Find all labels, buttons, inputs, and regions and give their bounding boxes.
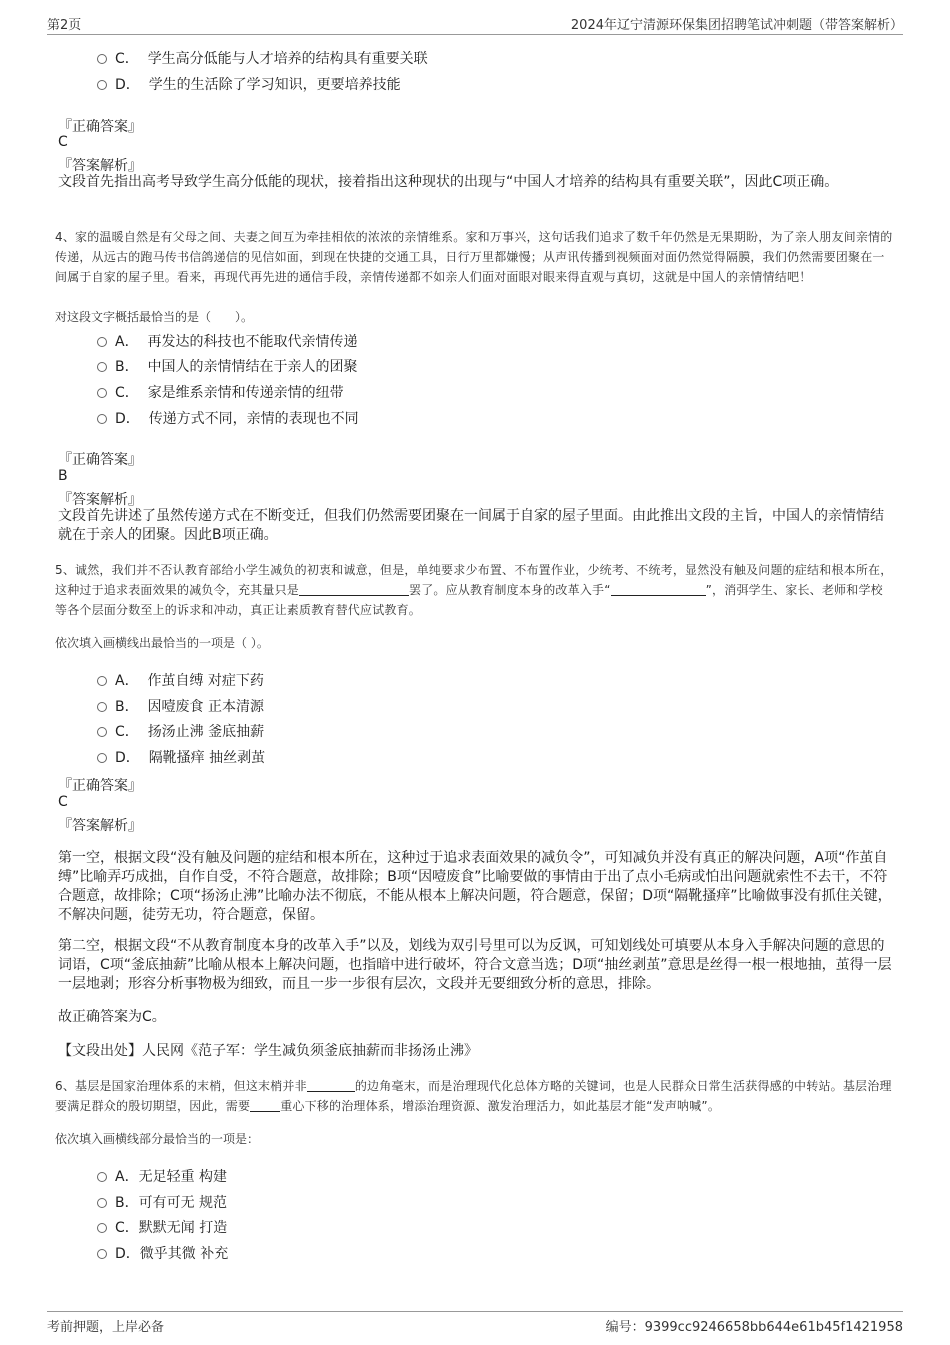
q3-option-c[interactable]: C． 学生高分低能与人才培养的结构具有重要关联	[97, 48, 428, 68]
q6-stem: 6、基层是国家治理体系的末梢，但这末梢并非 的边角毫末，而是治理现代化总体方略的关键词，也是人民群众日常生活获得感的中转站。基层治理要满足群众的殷切期望，因此，需要 重心下移的治理体系，增添治理资源、激发治理活力，如此基层才能“发声呐喊”。	[55, 1079, 892, 1113]
radio-icon[interactable]	[97, 676, 107, 686]
q5-stem: 5、诚然，我们并不否认教育部给小学生减负的初衷和诚意，但是，单纯要求少布置、不布置作业，少统考、不统考，显然没有触及问题的症结和根本所在，这种过于追求表面效果的减负令，充其量只是 罢了。应从教育制度本身的改革入手“ ”，消弭学生、家长、老师和学校等各个层面分数至上的诉求和冲动，真正让素质教育替代应试教育。	[55, 563, 893, 617]
page-footer	[47, 1311, 903, 1335]
radio-icon[interactable]	[97, 727, 107, 737]
q6-option-d[interactable]: D．微乎其微 补充	[97, 1243, 228, 1263]
q6-option-c[interactable]: C．默默无闻 打造	[97, 1217, 227, 1237]
source-citation: 【文段出处】人民网《范子军：学生减负须釜底抽薪而非扬汤止沸》	[58, 1043, 478, 1059]
blank-1	[307, 1079, 355, 1092]
analysis-label: 『答案解析』	[58, 818, 142, 834]
q3-option-d[interactable]: D． 学生的生活除了学习知识，更要培养技能	[97, 74, 401, 94]
answer-label: 『正确答案』	[58, 452, 142, 468]
analysis-text: 文段首先指出高考导致学生高分低能的现状，接着指出这种现状的出现与“中国人才培养的结构具有重要关联”，因此C项正确。	[58, 174, 839, 190]
analysis-paragraph-2: 第二空，根据文段“不从教育制度本身的改革入手”以及，划线为双引号里可以为反讽，可知划线处可填要从本身入手解决问题的意思的词语，C项“釜底抽薪”比喻从根本上解决问题，也指暗中进行破坏，符合文意当选；D项“抽丝剥茧”意思是丝得一根一根地抽，茧得一层一层地剥；形容分析事物极为细致，而且一步一步很有层次，文段并无要细致分析的意思，排除。	[58, 938, 892, 992]
q6-option-b[interactable]: B．可有可无 规范	[97, 1192, 227, 1212]
analysis-label: 『答案解析』	[58, 158, 142, 174]
q5-option-d[interactable]: D． 隔靴搔痒 抽丝剥茧	[97, 747, 265, 767]
blank-2	[250, 1099, 280, 1112]
analysis-text: 文段首先讲述了虽然传递方式在不断变迁，但我们仍然需要团聚在一间属于自家的屋子里面。由此推出文段的主旨，中国人的亲情情结就在于亲人的团聚。因此B项正确。	[58, 508, 884, 543]
page-number: 第2页	[47, 18, 82, 33]
analysis-paragraph-1: 第一空，根据文段“没有触及问题的症结和根本所在，这种过于追求表面效果的减负令”，可知减负并没有真正的解决问题，A项“作茧自缚”比喻弄巧成拙，自作自受，不符合题意，故排除；B项“因噎废食”比喻要做的事情由于出了点小毛病或怕出问题就索性不去干，不符合题意，故排除；C项“扬汤止沸”比喻办法不彻底，不能从根本上解决问题，符合题意，保留；D项“隔靴搔痒”比喻做事没有抓住关键，不解决问题，徒劳无功，符合题意，保留。	[58, 850, 892, 923]
q5-prompt: 依次填入画横线出最恰当的一项是（ ）。	[55, 636, 269, 650]
radio-icon[interactable]	[97, 54, 107, 64]
blank-1	[299, 583, 409, 596]
radio-icon[interactable]	[97, 702, 107, 712]
answer-value: B	[58, 468, 68, 484]
q4-option-d[interactable]: D． 传递方式不同，亲情的表现也不同	[97, 408, 359, 428]
radio-icon[interactable]	[97, 388, 107, 398]
q4-option-b[interactable]: B． 中国人的亲情情结在于亲人的团聚	[97, 356, 358, 376]
document-title: 2024年辽宁清源环保集团招聘笔试冲刺题（带答案解析）	[570, 18, 903, 33]
radio-icon[interactable]	[97, 1198, 107, 1208]
radio-icon[interactable]	[97, 80, 107, 90]
answer-label: 『正确答案』	[58, 119, 142, 135]
radio-icon[interactable]	[97, 1223, 107, 1233]
q4-prompt: 对这段文字概括最恰当的是（ ）。	[55, 310, 254, 324]
page-header	[47, 14, 903, 35]
q5-option-b[interactable]: B． 因噎废食 正本清源	[97, 696, 264, 716]
document-code: 编号：9399cc9246658bb644e61b45f1421958	[605, 1320, 903, 1335]
answer-value: C	[58, 794, 68, 810]
q5-option-c[interactable]: C． 扬汤止沸 釜底抽薪	[97, 721, 264, 741]
analysis-conclusion: 故正确答案为C。	[58, 1009, 166, 1025]
analysis-label: 『答案解析』	[58, 492, 142, 508]
radio-icon[interactable]	[97, 1172, 107, 1182]
answer-label: 『正确答案』	[58, 778, 142, 794]
q4-option-c[interactable]: C． 家是维系亲情和传递亲情的纽带	[97, 382, 344, 402]
q4-stem: 4、家的温暖自然是有父母之间、夫妻之间互为牵挂相依的浓浓的亲情维系。家和万事兴，这句话我们追求了数千年仍然是无果期盼，为了亲人朋友间亲情的传递，从远古的跑马传书信鸽递信的见信如面，到现在快捷的交通工具，日行万里都嫌慢；从声讯传播到视频面对面仍然觉得隔膜，我们仍然需要团聚在一间属于自家的屋子里。看来，再现代再先进的通信手段，亲情传递都不如亲人们面对面眼对眼来得直观与真切，这就是中国人的亲情情结吧！	[55, 230, 893, 284]
answer-value: C	[58, 134, 68, 150]
q4-option-a[interactable]: A． 再发达的科技也不能取代亲情传递	[97, 331, 357, 351]
radio-icon[interactable]	[97, 1249, 107, 1259]
radio-icon[interactable]	[97, 753, 107, 763]
footer-slogan: 考前押题，上岸必备	[47, 1320, 165, 1335]
q5-option-a[interactable]: A． 作茧自缚 对症下药	[97, 670, 264, 690]
radio-icon[interactable]	[97, 337, 107, 347]
blank-2	[611, 583, 706, 596]
q6-option-a[interactable]: A．无足轻重 构建	[97, 1166, 227, 1186]
radio-icon[interactable]	[97, 414, 107, 424]
radio-icon[interactable]	[97, 362, 107, 372]
q6-prompt: 依次填入画横线部分最恰当的一项是：	[55, 1132, 260, 1146]
